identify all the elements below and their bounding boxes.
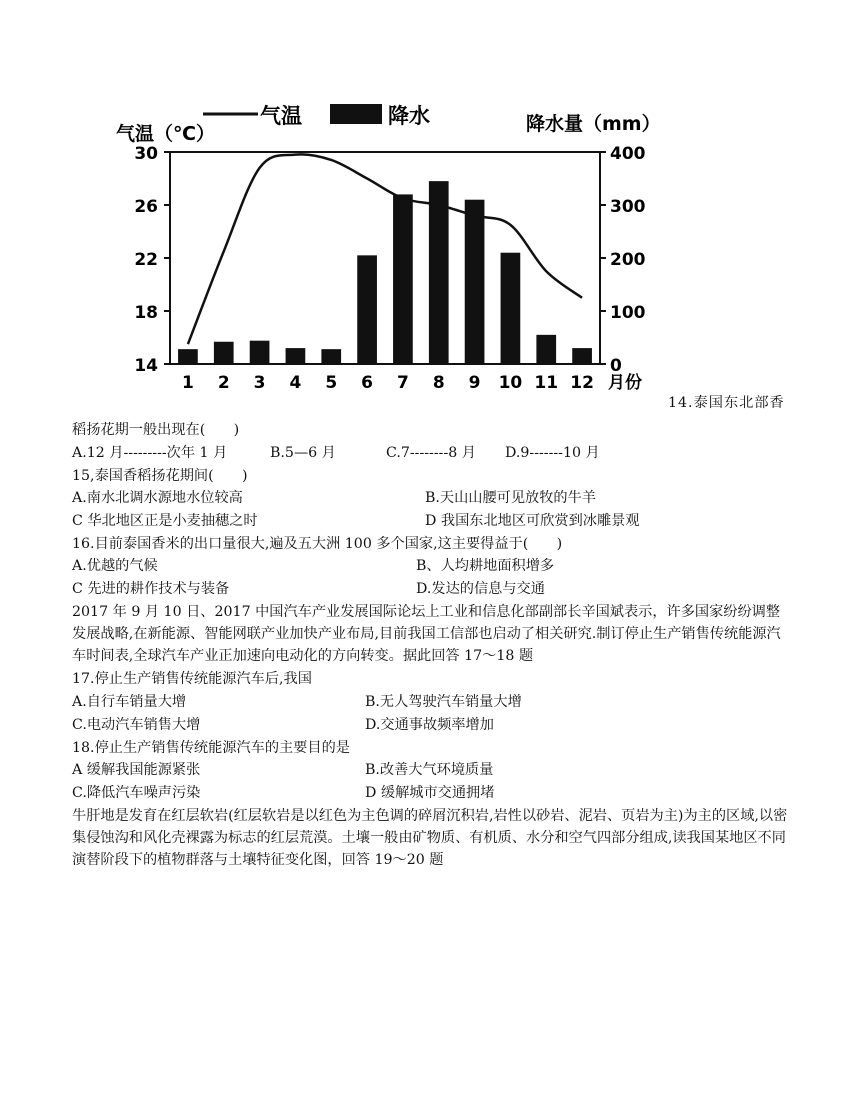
q18-stem: 18.停止生产销售传统能源汽车的主要目的是 <box>72 740 350 756</box>
x-tick-label: 9 <box>468 373 481 393</box>
q18-option-b[interactable]: B.改善大气环境质量 <box>365 762 494 778</box>
plot-area <box>134 144 645 393</box>
temperature-line <box>188 154 582 344</box>
left-tick-label: 30 <box>134 144 158 164</box>
x-tick-label: 6 <box>361 373 374 393</box>
x-tick-label: 10 <box>498 373 523 393</box>
x-tick-label: 2 <box>217 373 230 393</box>
q15-option-d[interactable]: D 我国东北地区可欣赏到冰雕景观 <box>425 513 640 529</box>
q15-stem: 15,泰国香稻扬花期间( ) <box>72 468 248 484</box>
right-tick-label: 200 <box>610 250 646 270</box>
q18-option-c[interactable]: C.降低汽车噪声污染 <box>72 785 201 801</box>
q18-option-d[interactable]: D 缓解城市交通拥堵 <box>365 785 495 801</box>
passage-red-beds: 牛肝地是发育在红层软岩(红层软岩是以红色为主色调的碎屑沉积岩,岩性以砂岩、泥岩、页岩为主)为主的区域,以密集侵蚀沟和风化壳裸露为标志的红层荒漠。土壤一般由矿物质、有机质、水分和空气四部分组成,读我国某地区不同演替阶段下的植物群落与土壤特征变化图，回答 19～20 题 <box>72 808 788 868</box>
precipitation-bar <box>286 348 306 364</box>
x-axis-unit: 月份 <box>608 373 642 393</box>
precipitation-bar <box>178 349 198 364</box>
x-tick-label: 11 <box>534 373 559 393</box>
precipitation-bar <box>321 349 341 364</box>
q14-stem-start: 14.泰国东北部香 <box>668 395 785 411</box>
q16-option-c[interactable]: C 先进的耕作技术与装备 <box>72 581 230 597</box>
q17-option-c[interactable]: C.电动汽车销售大增 <box>72 717 201 733</box>
q15-option-a[interactable]: A.南水北调水源地水位较高 <box>72 490 243 506</box>
q14-option-b[interactable]: B.5—6 月 <box>270 445 336 461</box>
precipitation-bar <box>393 194 413 364</box>
left-tick-label: 14 <box>134 356 158 376</box>
precipitation-bar <box>250 341 270 364</box>
right-tick-label: 100 <box>610 303 646 323</box>
q17-option-b[interactable]: B.无人驾驶汽车销量大增 <box>365 694 522 710</box>
q16-stem: 16.目前泰国香米的出口量很大,遍及五大洲 100 多个国家,这主要得益于( ) <box>72 536 563 552</box>
x-tick-label: 7 <box>396 373 409 393</box>
q14-option-a[interactable]: A.12 月---------次年 1 月 <box>72 445 228 461</box>
q16-option-d[interactable]: D.发达的信息与交通 <box>416 581 545 597</box>
left-tick-label: 22 <box>134 250 158 270</box>
precipitation-bar <box>501 253 521 364</box>
right-tick-label: 400 <box>610 144 646 164</box>
q14-option-d[interactable]: D.9-------10 月 <box>505 445 600 461</box>
q15-option-c[interactable]: C 华北地区正是小麦抽穗之时 <box>72 513 258 529</box>
left-tick-label: 18 <box>134 303 158 323</box>
precipitation-bar <box>536 335 556 364</box>
precipitation-bar <box>429 181 449 364</box>
passage-vehicles: 2017 年 9 月 10 日、2017 中国汽车产业发展国际论坛上工业和信息化部副部长辛国斌表示，许多国家纷纷调整发展战略,在新能源、智能网联产业加快产业布局,目前我国工信部也启动了相关研究.制订停止生产销售传统能源汽车时间表,全球汽车产业正加速向电动化的方向转变。据此回答 17～18 题 <box>72 604 781 664</box>
left-tick-label: 26 <box>134 197 158 217</box>
q14-stem: 稻扬花期一般出现在( ) <box>72 422 240 438</box>
q16-option-a[interactable]: A.优越的气候 <box>72 558 158 574</box>
q15-option-b[interactable]: B.天山山腰可见放牧的牛羊 <box>425 490 596 506</box>
legend-bar-swatch <box>330 104 382 124</box>
climate-chart <box>108 92 688 412</box>
legend-bar-label: 降水 <box>388 104 430 128</box>
x-tick-label: 3 <box>253 373 266 393</box>
q16-option-b[interactable]: B、人均耕地面积增多 <box>416 558 555 574</box>
legend-line-label: 气温 <box>260 104 302 128</box>
q17-stem: 17.停止生产销售传统能源汽车后,我国 <box>72 671 312 687</box>
chart-legend <box>203 104 430 128</box>
precipitation-bar <box>357 255 377 364</box>
right-axis-title: 降水量（mm） <box>526 113 661 135</box>
precipitation-bar <box>214 342 234 364</box>
precipitation-bar <box>572 348 592 364</box>
x-tick-label: 12 <box>570 373 594 393</box>
right-tick-label: 0 <box>610 356 622 376</box>
precipitation-bar <box>465 200 485 364</box>
x-tick-label: 1 <box>181 373 194 393</box>
left-axis-title: 气温（℃） <box>116 123 216 145</box>
x-tick-label: 5 <box>325 373 338 393</box>
q17-option-d[interactable]: D.交通事故频率增加 <box>365 717 494 733</box>
q14-option-c[interactable]: C.7--------8 月 <box>386 445 476 461</box>
q17-option-a[interactable]: A.自行车销量大增 <box>72 694 187 710</box>
x-tick-label: 4 <box>289 373 302 393</box>
right-tick-label: 300 <box>610 197 646 217</box>
x-tick-label: 8 <box>432 373 445 393</box>
q18-option-a[interactable]: A 缓解我国能源紧张 <box>72 762 201 778</box>
